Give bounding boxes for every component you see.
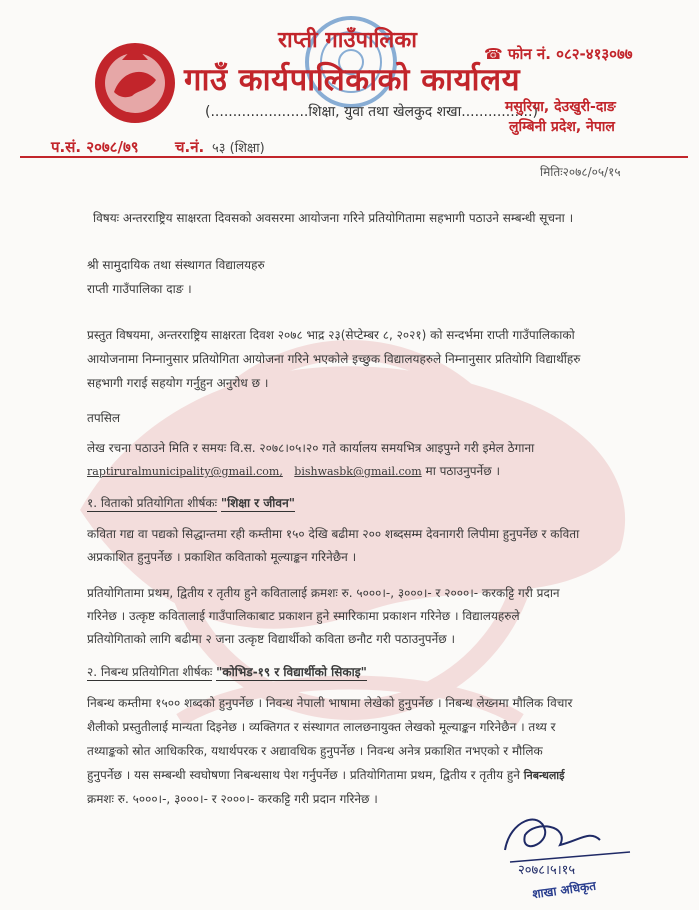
essay-line-3: तथ्याङ्कको स्रोत आधिकरिक, यथार्थपरक र अद्यावधिक हुनुपर्नेछ । निवन्ध अनेत्र प्रकाशित नभएको र मौलिक [87, 744, 543, 758]
reference-number: प.सं. २०७८/७९ [51, 138, 139, 156]
poem-line-1: कविता गद्य वा पद्यको सिद्धान्तमा रही कम्तीमा १५० देखि बढीमा २०० शब्दसम्म देवनागरी लिपीमा हुनुपर्नेछ र कविता [87, 527, 580, 541]
poem-line-2: अप्रकाशित हुनुपर्नेछ । प्रकाशित कविताको मूल्याङ्कन गरिनेछैन । [87, 550, 357, 564]
details-heading: तपसिल [87, 411, 121, 425]
poem-heading-title: "शिक्षा र जीवन" [220, 496, 295, 510]
recipient-line-2: राप्ती गाउँपालिका दाङ । [87, 282, 192, 296]
essay-heading-label: २. निबन्ध प्रतियोगिता शीर्षकः [87, 665, 213, 679]
email-link-2[interactable]: bishwasbk@gmail.com [294, 465, 422, 478]
office-title: गाउँ कार्यपालिकाको कार्यालय [184, 62, 521, 98]
branch-name: (......................शिक्षा, युवा तथा खेलकुद शखा................) [205, 104, 538, 120]
essay-line-2: शैलीको प्रस्तुतीलाई मान्यता दिइनेछ । व्यक्तिगत र संस्थागत लालछनायुक्त लेखको मूल्याङ्कन गरिनेछैन । तथ्य र [87, 720, 556, 734]
header-divider [20, 156, 688, 158]
phone-number: ☎ फोन नं. ०८२-४१३०७७ [484, 45, 633, 63]
essay-heading-title: "कोभिड-१९ र विद्यार्थीको सिकाइ" [216, 665, 367, 679]
deadline-line-1: लेख रचना पठाउने मिति र समयः वि.स. २०७८।०५।२० गते कार्यालय समयभित्र आइपुग्ने गरी इमेल ठेगाना [87, 441, 535, 455]
subject-line: विषयः अन्तरराष्ट्रिय साक्षरता दिवसको अवसरमा आयोजना गरिने प्रतियोगितामा सहभागी पठाउने सम्बन्धी सूचना । [93, 211, 574, 225]
essay-line-5: क्रमशः रु. ५०००।-, ३०००।- र २०००।- करकट्टि गरी प्रदान गरिनेछ । [87, 792, 378, 806]
signature-date: २०७८।५।१५ [518, 863, 576, 878]
poem-line-5: प्रतियोगिताको लागि बढीमा २ जना उत्कृष्ट विद्यार्थीको कविता छनौट गरी पठाउनुपर्नेछ । [87, 632, 456, 646]
address-line-1: मसुरिया, देउखुरी-दाङ [505, 99, 616, 115]
nepal-emblem-icon [92, 40, 178, 126]
dispatch-number-value: ५३ (शिक्षा) [212, 141, 265, 156]
poem-heading-label: १. विताको प्रतियोगिता शीर्षकः [87, 496, 218, 510]
intro-line-1: प्रस्तुत विषयमा, अन्तरराष्ट्रिय साक्षरता दिवश २०७८ भाद्र २३(सेप्टेम्बर ८, २०२१) को सन्दर्भमा राप्ती गाउँपालिकाको [87, 328, 575, 342]
branch-text: शिक्षा, युवा तथा खेलकुद शखा [308, 104, 462, 120]
handwritten-signature [490, 800, 640, 880]
recipient-line-1: श्री सामुदायिक तथा संस्थागत विद्यालयहरु [87, 258, 265, 272]
dispatch-number-label: च.नं. [175, 138, 205, 156]
intro-line-3: सहभागी गराई सहयोग गर्नुहुन अनुरोध छ । [87, 376, 269, 390]
signatory-title: शाखा अधिकृत [531, 878, 597, 902]
essay-heading [87, 663, 367, 680]
poem-heading [87, 494, 295, 511]
intro-line-2: आयोजनामा निम्नानुसार प्रतियोगिता आयोजना गरिने भएकोले इच्छुक विद्यालयहरुले निम्नानुसार प्रतियोगि विद्यार्थीहरु [87, 352, 581, 366]
essay-line-1: निबन्ध कम्तीमा १५०० शब्दको हुनुपर्नेछ । निवन्ध नेपाली भाषामा लेखेको हुनुपर्नेछ । निबन्ध लेख्नमा मौलिक विचार [87, 696, 573, 710]
poem-line-4: गरिनेछ । उत्कृष्ट कवितालाई गाउँपालिकाबाट प्रकाशन हुने स्मारिकामा प्रकाशन गरिनेछ । विद्यालयहरुले [87, 609, 520, 623]
essay-line-4 [87, 766, 565, 783]
poem-line-3: प्रतियोगितामा प्रथम, द्वितीय र तृतीय हुने कवितालाई क्रमशः रु. ५०००।-, ३०००।- र २०००।- करकट्टि गरी प्रदान [87, 586, 560, 600]
essay-line-4-end: निबन्धलाई [523, 769, 565, 782]
deadline-line-2 [87, 462, 500, 479]
deadline-suffix: मा पठाउनुपर्नेछ । [425, 464, 500, 478]
municipality-name: राप्ती गाउँपालिका [278, 28, 417, 53]
essay-line-4-text: हुनुपर्नेछ । यस सम्बन्धी स्वघोषणा निबन्धसाथ पेश गर्नुपर्नेछ । प्रतियोगितामा प्रथम, द्वितीय र तृतीय हुने [87, 768, 520, 782]
email-link-1[interactable]: raptiruralmunicipality@gmail.com, [87, 465, 283, 478]
letter-date: मितिः२०७८/०५/१५ [540, 165, 621, 179]
address-line-2: लुम्बिनी प्रदेश, नेपाल [509, 119, 615, 135]
